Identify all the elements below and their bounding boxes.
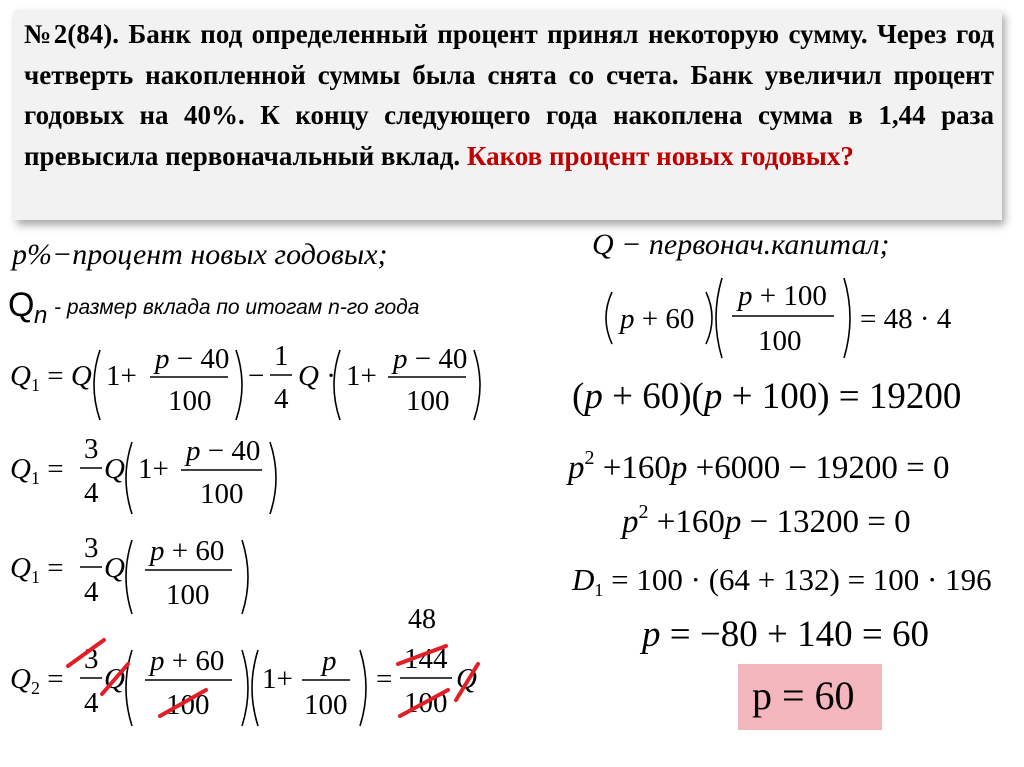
svg-text:100: 100 [304,689,348,721]
svg-text:= 48 · 4: = 48 · 4 [860,303,952,335]
svg-text:Q: Q [104,552,125,584]
svg-text:D1 = 100 · (64 + 132) = 100 ·: D1 = 100 · (64 + 132) = 100 · 196 [572,562,992,600]
svg-text:1: 1 [274,340,289,372]
qn-symbol: Q [8,286,35,324]
p-definition: p%−процент новых годовых; [12,238,388,271]
svg-text:=: = [376,663,393,695]
svg-text:Q: Q [104,663,125,695]
svg-text:p2 +160p − 13200 = 0: $p^2 +160p - 13200 = 0$ [622,501,911,540]
answer: p = 60 [752,673,855,718]
svg-text:p2 +160p +6000 − 19200 = 0: $p^2 +160p +6000 - 19200 = 0$ [568,447,950,486]
cross-out-144 [398,646,446,664]
cross-out-100-right [400,690,448,716]
svg-text:100: 100 [168,385,212,417]
q-definition: Q − первонач.капитал; [592,228,890,261]
svg-text:3: 3 [84,532,99,564]
svg-text:1+: 1+ [346,360,377,392]
svg-text:−: − [248,360,265,392]
svg-text:100: 100 [406,385,450,417]
svg-text:4: 4 [84,477,99,509]
qn-note: - размер вклада по итогам n-го года [54,296,420,319]
problem-statement-text: №2(84). Банк под определенный процент принял некоторую сумму. Через год четверть накопленной суммы была снята со счета. Банк увеличил процент годовых на 40%. К концу следующего года накоплена сумма в 1,44 раза превысила первоначальный вклад. [24,19,994,171]
svg-text:3: 3 [84,433,99,465]
cross-out-q-right [456,664,478,700]
svg-text:Q ·: Q · [298,360,336,392]
svg-text:Q: Q [456,663,477,695]
svg-text:Q1 =: $Q_1$ = [10,453,64,488]
svg-text:4: 4 [84,576,99,608]
cross-out-q-left [102,664,128,694]
svg-text:(p + 60)(p + 100) = 19200: (p + 60)(p + 100) = 19200 [572,376,962,417]
svg-text:100: 100 [166,689,210,721]
svg-text:p − 40: p − 40 [155,343,230,375]
svg-text:100: 100 [200,478,244,510]
cross-out-3 [68,640,104,666]
svg-text:Q1 =: $Q_1$ = [10,552,64,587]
svg-text:1+: 1+ [262,663,293,695]
svg-text:144: 144 [404,643,448,675]
svg-text:1+: 1+ [138,453,169,485]
svg-text:3: 3 [84,643,99,675]
svg-text:4: 4 [274,383,289,415]
svg-text:Q1 = Q: $Q_1 = Q$ [10,360,92,395]
svg-text:p + 100: p + 100 [738,280,827,312]
svg-text:4: 4 [84,687,99,719]
svg-text:p + 60: p + 60 [150,535,225,567]
svg-text:p = −80 + 140 = 60: p = −80 + 140 = 60 [642,614,929,655]
svg-text:p + 60: p + 60 [620,303,695,335]
svg-text:p − 40: p − 40 [186,435,261,467]
qn-subscript: n [34,302,48,329]
svg-text:p − 40: p − 40 [393,343,468,375]
svg-text:Q: Q [104,453,125,485]
cross-out-100-left [160,690,206,716]
svg-text:100: 100 [758,325,802,357]
svg-text:p: p [322,645,337,677]
svg-text:1+: 1+ [106,360,137,392]
svg-text:Q2 =: $Q_2$ = [10,663,64,698]
problem-question: Каков процент новых годовых? [466,140,854,171]
svg-text:100: 100 [404,687,448,719]
svg-text:p + 60: p + 60 [150,645,225,677]
cross-label: 48 [408,604,436,635]
svg-text:100: 100 [166,579,210,611]
